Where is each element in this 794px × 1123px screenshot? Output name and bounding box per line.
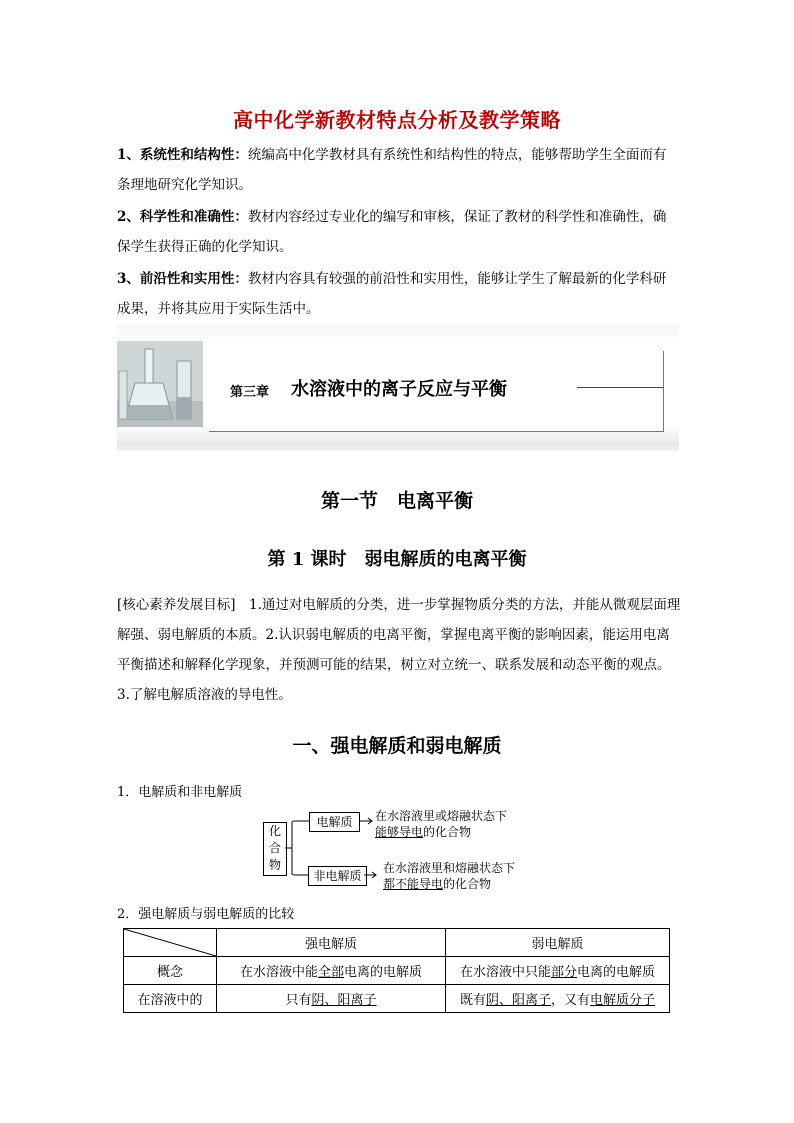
subheading-2: 2．强电解质与弱电解质的比较: [117, 907, 295, 922]
row-label: 在溶液中的: [124, 985, 217, 1013]
part-title: 一、强电解质和弱电解质: [292, 735, 502, 757]
non-electrolyte-box: 非电解质: [308, 866, 367, 886]
goals-text: 1.通过对电解质的分类，进一步掌握物质分类的方法，并能从微观层面理解强、弱电解质的本质。2.认识弱电解质的电离平衡，掌握电离平衡的影响因素，能运用电离平衡描述和解释化学现象，并预测可能的结果，树立对立统一、联系发展和动态平衡的观点。3.了解电解质溶液的导电性。: [117, 597, 681, 703]
weak-species: 既有阴、阳离子，又有电解质分子: [446, 985, 670, 1013]
table-row: [124, 957, 670, 985]
comparison-table: [123, 928, 670, 1013]
strong-concept: 在水溶液中能全部电离的电解质: [217, 957, 446, 985]
chapter-banner: [117, 325, 679, 451]
section-title: 第一节 电离平衡: [320, 490, 473, 512]
row-label: 概念: [124, 957, 217, 985]
definition-key: 都不能导电: [383, 877, 444, 891]
definition-rest: 的化合物: [423, 825, 472, 839]
feature-1: [117, 140, 679, 200]
lab-glassware-image: [117, 341, 203, 427]
feature-label: 2、科学性和准确性：: [117, 209, 248, 225]
subheading-1: 1．电解质和非电解质: [117, 785, 243, 800]
electrolyte-definition: [375, 808, 507, 840]
feature-label: 1、系统性和结构性：: [117, 147, 248, 163]
lesson-title: 第 1 课时 弱电解质的电离平衡: [267, 549, 527, 570]
definition-line: 在水溶液里或熔融状态下: [375, 809, 508, 823]
feature-text: 统编高中化学教材具有系统性和结构性的特点，能够帮助学生全面而有条理地研究化学知识。: [117, 147, 667, 193]
chapter-number: 第三章: [230, 385, 270, 400]
definition-key: 能够导电: [375, 825, 424, 839]
compound-char: 合: [268, 841, 281, 855]
electrolyte-box: 电解质: [309, 812, 360, 832]
header-strong: 强电解质: [217, 929, 446, 957]
compound-char: 化: [268, 824, 281, 838]
feature-label: 3、前沿性和实用性：: [117, 271, 248, 287]
feature-3: [117, 264, 679, 324]
weak-concept: 在水溶液中只能部分电离的电解质: [446, 957, 670, 985]
feature-text: 教材内容具有较强的前沿性和实用性，能够让学生了解最新的化学科研成果，并将其应用于实际生活中。: [117, 271, 667, 317]
table-row: [124, 985, 670, 1013]
feature-text: 教材内容经过专业化的编写和审核，保证了教材的科学性和准确性，确保学生获得正确的化学知识。: [117, 209, 667, 255]
compound-char: 物: [268, 858, 281, 872]
header-weak: 弱电解质: [446, 929, 670, 957]
core-goals: [117, 590, 682, 710]
chapter-title: 水溶液中的离子反应与平衡: [291, 379, 507, 400]
goals-label: [核心素养发展目标]: [117, 597, 236, 613]
document-title: 高中化学新教材特点分析及教学策略: [233, 108, 561, 132]
definition-line: 在水溶液里和熔融状态下: [383, 861, 516, 875]
feature-2: [117, 202, 679, 262]
strong-species: 只有阴、阳离子: [217, 985, 446, 1013]
chapter-divider: [577, 387, 663, 388]
definition-rest: 的化合物: [443, 877, 492, 891]
table-corner-cell: [124, 929, 217, 957]
non-electrolyte-definition: [383, 860, 515, 892]
